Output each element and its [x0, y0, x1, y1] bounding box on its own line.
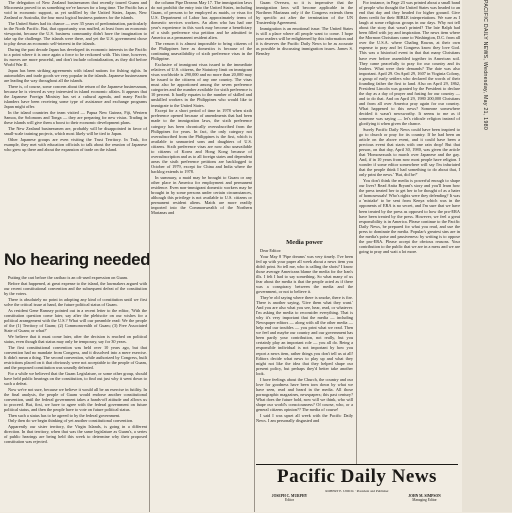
paragraph: The United States had its chance — over 35 years of predomination, particularly in the North Pacific. But, that opportunity was muffed, at least from an economic viewpoint, because the U.S. business community didn't have the imagination to take up the challenge. The islands were there, and yet the U.S. government chose to play down an economic self-interest in the islands. [4, 20, 147, 47]
paragraph: I have feelings about the Church, the country and our love for goodness have been torn down by what we have seen, read and heard in the media. All those pornographic magazines, newspapers; this past century? What does the future hold, now will we think, who will shape our world's consciousness? Of course, who, or a general citizens opinion?? The media of course! [256, 376, 353, 412]
masthead-publisher: ROBERT E. UDICK · President and Publisher [325, 489, 389, 493]
masthead-staff [256, 494, 458, 512]
paragraph: Your May 8 'Pipe dreams' was very timely. I've been fed up with your paper all week about a news item you didn't print. So tell me, who is calling the shots? I know those average Americans blame the media for the Iran's ills. I felt I had to say something. So what many of us fear about the media is that the people acted as if there was a conspiracy between the media and the government, or not to believe it. [256, 253, 353, 295]
paragraph: Japan has been striking agreements with island nations for fishing rights. In automobiles and trade goods we very popular in the islands. Japanese businessmen are leading the way throughout all the islands. [4, 68, 147, 84]
paragraph: In the island countries the team visited — Papua New Guinea, Fiji, Western Samoa, the Solomons and Tonga — they are preparing for new vistas. Trading in these islands will give them a boost to their economic development plans. [4, 109, 147, 126]
paragraph: There is absolutely no point in adopting any kind of constitution until we first solve the critical issue at hand, the future political status of Guam. [4, 296, 147, 307]
column-divider [149, 0, 150, 512]
paragraph: The reason it is almost impossible to bring citizens of the Philippines here as domestics is because of the continuing unavailability of sixth preference visas in the Philippine. [151, 41, 252, 62]
paragraph: I said I was upset all week with the Pacific Daily News. I am personally disgusted and [256, 412, 353, 423]
column-letter-media-power-cont [359, 0, 460, 512]
paragraph: There is, of course, some concern about the return of the Japanese businessman, because he is viewed as very interested in island economic affairs. It appears that the Japanese Foreign Ministry has set a cultural agenda, and many Pacific islanders have been receiving some type of assistance and exchange programs Japan might offer. [4, 83, 147, 110]
paragraph: Except for a short period of time in 1978 when sixth preference opened because of amendments that had been made to the immigration laws, the sixth preference category has been chronically oversubscribed from the Philippines for years. In fact, the only category not oversubscribed from the Philippines is the first, which is available to unmarried sons and daughters of U.S. citizens. Sixth preference visas are now also unavailable to citizens of Korea and Hong Kong because of oversubscription and as to all foreign states and dependent areas the sixth preference petitions are backlogged to October of 1979, except for China and India where the backlog extends to 1978. [151, 108, 252, 174]
paragraph: For instance, in Page 23 was printed about a small band of people who thought the United States was headed to an end that day and they headed for higher ground. Give them credit for their BIBLE interpretations. We sure as I laugh at some religious groups in our days. Why not tell about the story that wasn't printed? The late Ralph had been filled with joy and inspiration. The news item where the Mormon Christians came to Washington, D.C. from all over the U.S.A. where Chafing Rawan, at their own expense to pray and let Congress know they love God. This was a historical event in that that many Christians have ever before assembled together in American soil. They came peacefully to pray for our country and its leaders. What were their demands? The date was also important. April 29. On April 29, 1607 in Virginia Colony, a group of early settlers who declared the words of their founding father the first to land. Also on April 29, 1862, President Lincoln was granted by the President to declare the day as a day of prayer and fasting for our country — and to do that. And on April 29, 1980 200,000 Christians and from all over America pray again for our country. What happened to this news? Someone somewhere decided it wasn't newsworthy. It seems to me as if someone was saying — let's ridicule religion instead of glorifying it when given the chance. [359, 0, 460, 127]
paragraph: Only then do we begin thinking of yet another constitutional convention. [8, 418, 134, 424]
masthead [256, 464, 458, 513]
column-divider [356, 0, 357, 464]
masthead-editor [256, 494, 323, 503]
headline-no-hearing-needed: No hearing needed [4, 250, 151, 269]
paragraph: Guam Oversea, so it is imperative that the immigration laws will become applicable in the Northern Marianas only if the Congress extends them by specific act after the termination of the UN Trusteeship Agreement. [256, 0, 353, 26]
paragraph: We believe that it must come later, after the decision is reached on political status, even though that status may only be temporary, say for 30 years. [4, 333, 147, 344]
paragraph: The first constitutional convention was held over 10 years ago, but that convention had no mandate from Congress, and it dissolved into a mere exercise. It didn't mean a thing. The second convention, while authorized by Congress, built restrictions placed on it that obviously were not acceptable to the people of Guam, and the proposed constitution was soundly defeated. [4, 344, 147, 370]
paragraph: For a while we believed that the Guam Legislature, or some other group, should have held public hearings on the constitution, to find out just why it went down to such a defeat. [4, 370, 147, 386]
column-letter-media-power [256, 248, 353, 463]
paragraph: Surely Pacific Daily News could have been inspired to go to church or pray for its country. If he had been an article on the above event, and it could have been a precious event that starts with one rain drop! But that person, on that day, April 30, 1980, was given the article that 'Homosexuals to march over Japanese and the gay. And, if in 10 years from now most people have religion. I wonder if some editor somewhere will say I'm infuriated that the people think I had something to do about that, I only print the news.' 'But, did he?' [359, 126, 460, 178]
paragraph: Putting the cart before the caribao is an oft-used expression on Guam. [8, 275, 129, 280]
paragraph: As resident Gene Ramsey pointed out in a recent letter to the editor, 'With the constitution question come later, say after the plebiscite on our wishes for a political arrangement with the U.S.? What will our preamble read: We the people of the (1) Territory of Guam; (2) Commonwealth of Guam; (3) Free Associated State of Guam; or what?' [4, 307, 147, 333]
paragraph: Dear Editor: [260, 248, 282, 253]
paragraph: Apparently our sister territory, the Virgin Islands, is going in a different direction. In that territory, when that was the same legislature as Guam's, a series of public hearings are being held this week to determine why their proposed constitution was rejected. [4, 424, 147, 445]
paragraph: Other Japanese groups are even visiting the Trust Territory. In Truk, for example, they met with education officials to talk about the reunion of Japanese who grew up there and about the expansion of trade on the island. [4, 136, 147, 152]
letter-heading-media-power: Media power [286, 239, 323, 246]
paragraph: Immigration is an emotional issue. The United States is still a place where all people want to come. I hope your readers will be enlightened by this information and it is deserves the Pacific Daily News to be as accurate as possible in discussing immigration issues. James S. Bensley [256, 26, 353, 57]
paragraph: The New Zealand businessmen are, probably will be disappointed in favor of small-scale training projects, which most likely will be tied to Japan. [4, 125, 147, 136]
column-divider [254, 0, 255, 512]
masthead-managing-editor-role: Managing Editor [412, 498, 437, 503]
column-editorial-2 [4, 275, 147, 512]
masthead-managing-editor [391, 494, 458, 503]
paragraph: During the past decade Japan has developed its economic interests in the Pacific to a point where it is once again a force to be reckoned with. This time, however, its moves are more peaceful, and don't include colonialization, as they did before World War II. [4, 47, 147, 68]
masthead-editor-name: JOSEPH C. MURPHY [271, 494, 308, 498]
paragraph: Now we're not sure, because we believe it would all be an exercise in futility. In the final analysis, the people of Guam would endorse another constitutional convention, until the federal government takes a hands-off attitude and allows us to proceed. But, first, we have to agree with the federal government on future political status, and then the people have to vote on future political status. [4, 386, 147, 412]
paragraph: In summary, a maid may be brought to Guam or any other place in America for employment and permanent residence. Even non-immigrant domestic workers may be brought in by some persons under certain circumstances, although this privilege is not available to U.S. citizens or permanent resident aliens. Maids are more readily imported into the Commonwealth of the Northern Marianas and [151, 174, 252, 216]
paragraph: They're old saying where there is smoke, there is fire. There is another saying, 'Give them what they want.' And you are also what you see, hear, read, or whatever. I'm asking the media to reconsider everything. That is why it's very important that the media — including Newspaper editors — along with all the other media — help end our troubles — you print what we read. Then we feel and maybe our country and our government has been partly your contribution, not really, but you certainly play an important role — you all do. Being a responsible individual is not important by how you report a news item, rather things you don't tell us at all! Editors decide what news to play up and what they might not like the idea that they helped shape our present policy, but perhaps they'd better take another look. [256, 295, 353, 376]
paragraph: Before that happened, at great expense to the island, the lawmakers argued with our recent constitutional convention and the subsequent defeat of the constitution by the voters. [4, 280, 147, 296]
masthead-editor-role: Editor [285, 498, 294, 503]
masthead-managing-editor-name: JOHN M. SIMPSON [408, 494, 441, 498]
column-letter-immigration-cont [256, 0, 353, 236]
page-folio-text: PACIFIC DAILY NEWS, Wednesday, May 21, 1980 [482, 0, 488, 131]
paragraph: the column Pipe Dreams May 17. The immigration laws do not prohibit the entry into the United States, including Guam, of persons to be employed as maids, or visas for U.S. Department of Labor has approximately terms of domestic services workers. An alien who has had one year's experience in this work may become a beneficiary of a sixth preference visa petition and be admitted to America as a permanent resident alien. [151, 0, 252, 41]
paragraph: You don't think the media is powerful enough to shape our lives? Read Anita Bryant's story and you'll learn how the press treated her to get her to be thought of as a hater of homosexuals! Who's rights were they defending? It was a 'mistake' to be sent from Kenya which was in the opponents of ERA is no secret, and I'm sure that we have been treated by the press as opposed to how the pro-ERA have been treated by the press. However, we feel a great responsibility is in America. Please continue to the Pacific Daily News, be prepared for what you read, and use the press to dominate the media. Popular's greatest sins are in the media's poise and passiveness: by writing is to oppose the pro-ERA. Please accept the obvious reasons. Your contribution to the public that we are in a mess and we are going to pray and wait a lot more. [359, 178, 460, 254]
paragraph: Exclusive of immigrant visas issued to the immediate relatives of U.S. citizens, the Statutory limit on immigrant visas worldwide is 290,000 and no more than 20,000 may be issued to the citizens of any one country. The visas must also be apportioned among the seven preference categories and the number available for sixth preference is 10 percent. It hardly equates to the number of skilled and unskilled workers in the Philippines who would like to immigrate to the United States. [151, 62, 252, 108]
column-letter-immigration [151, 0, 252, 512]
paragraph: Then such a status has to be agreed to by the federal government. [8, 412, 121, 418]
masthead-title: Pacific Daily News [277, 466, 437, 487]
paragraph: The delegation of New Zealand businessmen that recently toured Guam and Micronesia proved to us something we've known for a long time. The Pacific has a void in economic support, as yet unfilled by the United States, Japan, New Zealand or Australia, the four most logical business partners for the islands. [4, 0, 147, 21]
